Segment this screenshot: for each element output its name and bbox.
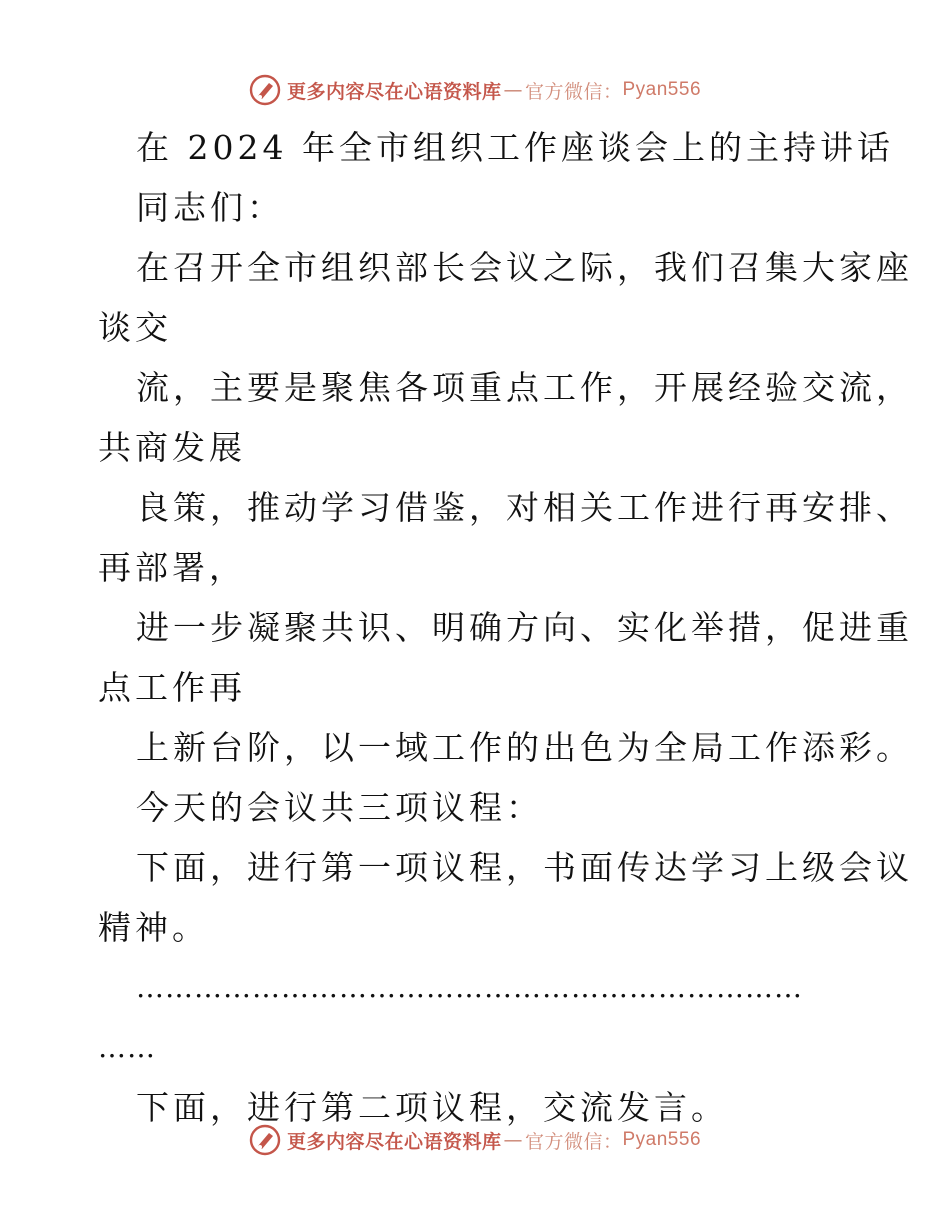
body-line: 精神。 xyxy=(98,908,209,947)
document-body xyxy=(98,118,913,1138)
body-line: 共商发展 xyxy=(98,428,246,467)
watermark-separator: — xyxy=(503,1129,523,1151)
ellipsis-line: …………………………………………………………… xyxy=(136,971,803,1004)
body-line: 下面，进行第一项议程，书面传达学习上级会议 xyxy=(136,848,913,887)
body-line: 流，主要是聚焦各项重点工作，开展经验交流， xyxy=(136,368,913,407)
body-line: 今天的会议共三项议程： xyxy=(136,788,543,827)
body-line: 同志们： xyxy=(136,188,284,227)
pen-logo-icon xyxy=(249,74,281,106)
body-line: 良策，推动学习借鉴，对相关工作进行再安排、 xyxy=(136,488,913,527)
footer-watermark xyxy=(0,1120,950,1160)
body-line: 上新台阶，以一域工作的出色为全局工作添彩。 xyxy=(136,728,913,767)
watermark-brand: 更多内容尽在心语资料库 xyxy=(286,80,502,103)
body-line: 进一步凝聚共识、明确方向、实化举措，促进重 xyxy=(136,608,913,647)
body-line: 再部署， xyxy=(98,548,246,587)
body-line: 在召开全市组织部长会议之际，我们召集大家座 xyxy=(136,248,913,287)
watermark-id: Pyan556 xyxy=(622,79,702,100)
body-line: 谈交 xyxy=(98,308,172,347)
watermark-label: 官方微信： xyxy=(524,80,623,103)
ellipsis-line: …… xyxy=(98,1031,156,1064)
watermark-label: 官方微信： xyxy=(524,1130,623,1153)
document-title: 在 2024 年全市组织工作座谈会上的主持讲话 xyxy=(136,128,894,167)
header-watermark xyxy=(0,70,950,110)
body-line: 点工作再 xyxy=(98,668,246,707)
watermark-brand: 更多内容尽在心语资料库 xyxy=(286,1130,502,1153)
body-line: 下面，进行第二项议程，交流发言。 xyxy=(136,1088,728,1127)
pen-logo-icon xyxy=(249,1124,281,1156)
watermark-separator: — xyxy=(503,79,523,101)
watermark-id: Pyan556 xyxy=(622,1129,702,1150)
